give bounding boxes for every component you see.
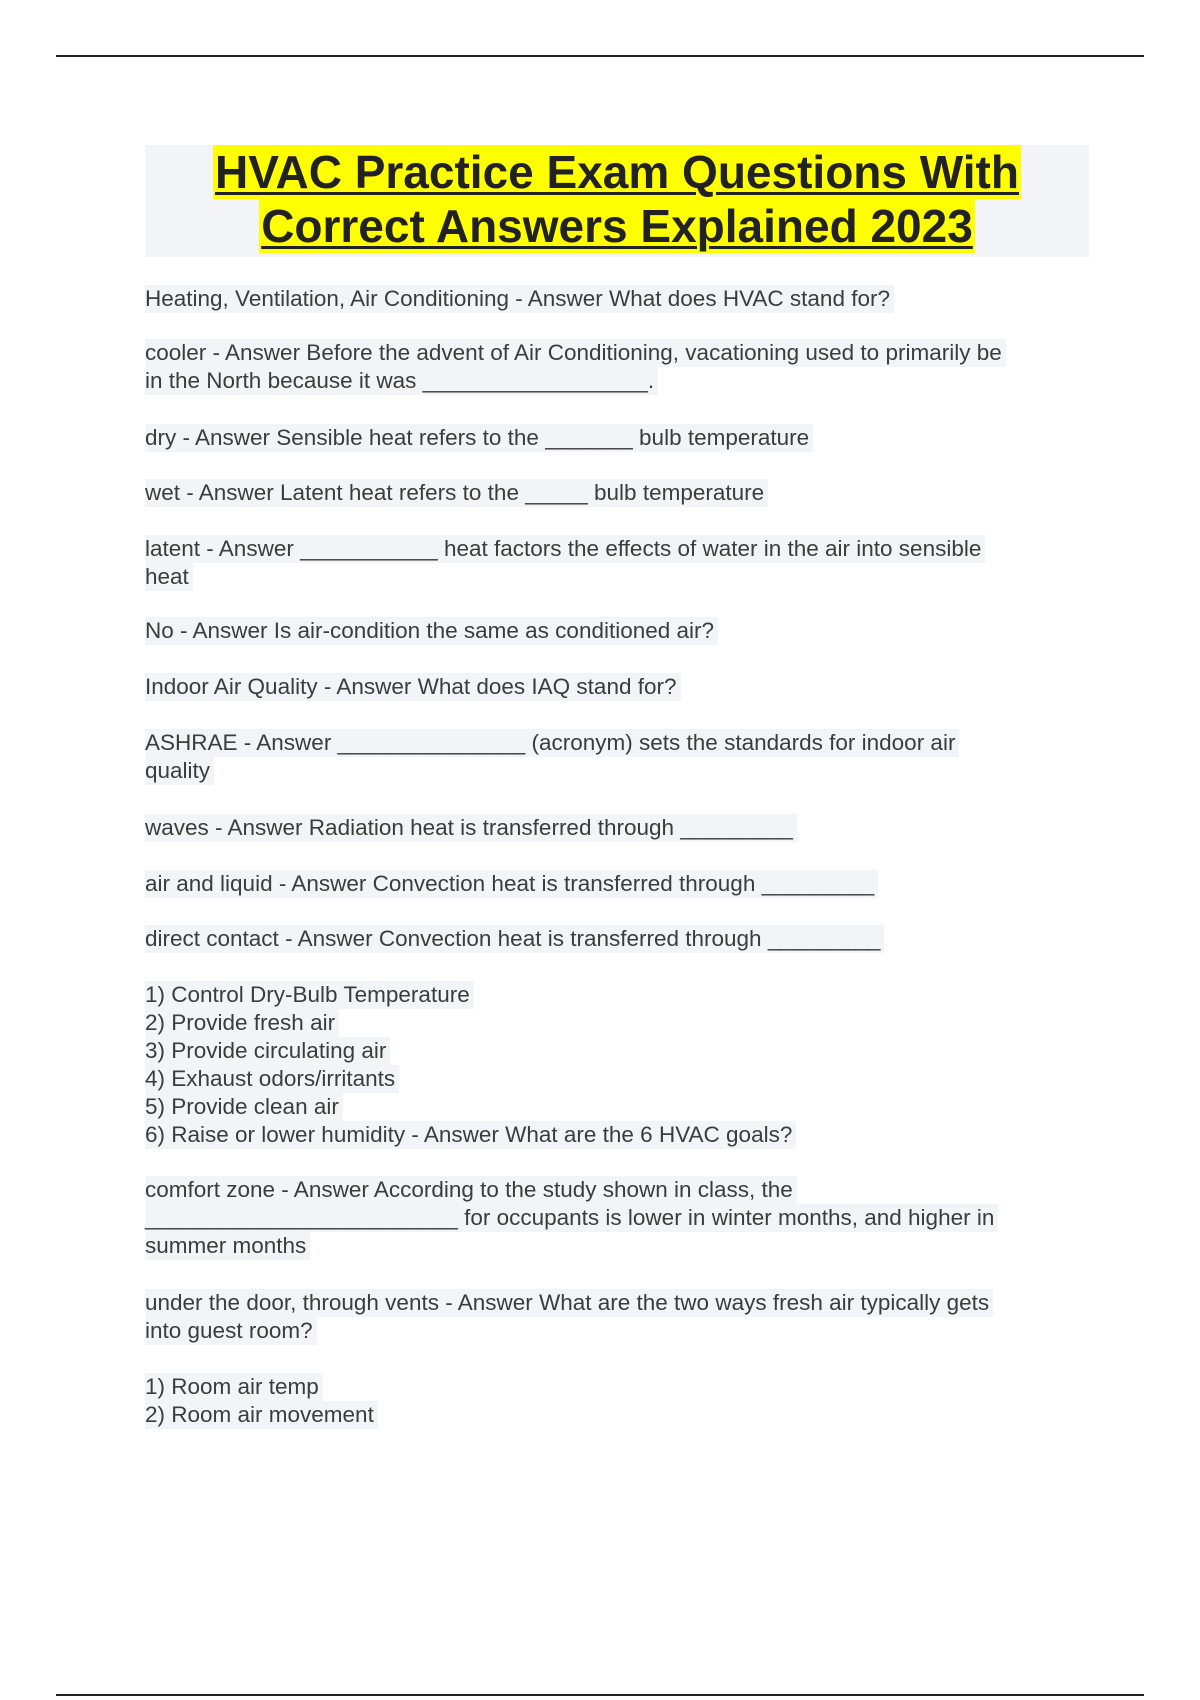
qa-line: ASHRAE - Answer _______________ (acronym) sets the standards for indoor air (145, 729, 959, 757)
qa-line: 1) Control Dry-Bulb Temperature (145, 981, 474, 1009)
qa-line: 3) Provide circulating air (145, 1037, 390, 1065)
qa-line: into guest room? (145, 1317, 317, 1345)
qa-item-4 (145, 479, 1089, 507)
qa-item-12 (145, 981, 1089, 1149)
qa-item-2 (145, 339, 1089, 395)
qa-item-14 (145, 1289, 1089, 1345)
qa-line: comfort zone - Answer According to the study shown in class, the (145, 1176, 797, 1204)
qa-line: quality (145, 757, 214, 785)
title-line-2: Correct Answers Explained 2023 (261, 200, 973, 252)
document-title (145, 145, 1089, 257)
qa-line: dry - Answer Sensible heat refers to the _______ bulb temperature (145, 424, 813, 452)
qa-line: wet - Answer Latent heat refers to the _____ bulb temperature (145, 479, 768, 507)
title-line-1: HVAC Practice Exam Questions With (215, 146, 1019, 198)
qa-line: summer months (145, 1232, 310, 1260)
qa-line: 4) Exhaust odors/irritants (145, 1065, 399, 1093)
qa-item-1 (145, 285, 1089, 313)
qa-line: air and liquid - Answer Convection heat is transferred through _________ (145, 870, 878, 898)
qa-line: 2) Provide fresh air (145, 1009, 339, 1037)
qa-line: heat (145, 563, 193, 591)
qa-line: 5) Provide clean air (145, 1093, 343, 1121)
qa-line: in the North because it was __________________. (145, 367, 658, 395)
qa-line: under the door, through vents - Answer What are the two ways fresh air typically gets (145, 1289, 993, 1317)
qa-line: 6) Raise or lower humidity - Answer What are the 6 HVAC goals? (145, 1121, 796, 1149)
qa-line: 1) Room air temp (145, 1373, 323, 1401)
qa-item-7 (145, 673, 1089, 701)
qa-item-15 (145, 1373, 1089, 1429)
qa-line: 2) Room air movement (145, 1401, 378, 1429)
qa-line: Heating, Ventilation, Air Conditioning - Answer What does HVAC stand for? (145, 285, 894, 313)
qa-item-9 (145, 814, 1089, 842)
bottom-rule (56, 1694, 1144, 1696)
qa-line: _________________________ for occupants is lower in winter months, and higher in (145, 1204, 998, 1232)
qa-line: waves - Answer Radiation heat is transferred through _________ (145, 814, 797, 842)
qa-item-3 (145, 424, 1089, 452)
qa-line: cooler - Answer Before the advent of Air Conditioning, vacationing used to primarily be (145, 339, 1006, 367)
qa-line: latent - Answer ___________ heat factors the effects of water in the air into sensible (145, 535, 985, 563)
qa-item-10 (145, 870, 1089, 898)
qa-item-13 (145, 1176, 1089, 1260)
qa-item-6 (145, 617, 1089, 645)
qa-line: Indoor Air Quality - Answer What does IAQ stand for? (145, 673, 681, 701)
qa-item-8 (145, 729, 1089, 785)
qa-line: No - Answer Is air-condition the same as conditioned air? (145, 617, 718, 645)
top-rule (56, 55, 1144, 57)
qa-item-11 (145, 925, 1089, 953)
qa-line: direct contact - Answer Convection heat is transferred through _________ (145, 925, 884, 953)
qa-item-5 (145, 535, 1089, 591)
